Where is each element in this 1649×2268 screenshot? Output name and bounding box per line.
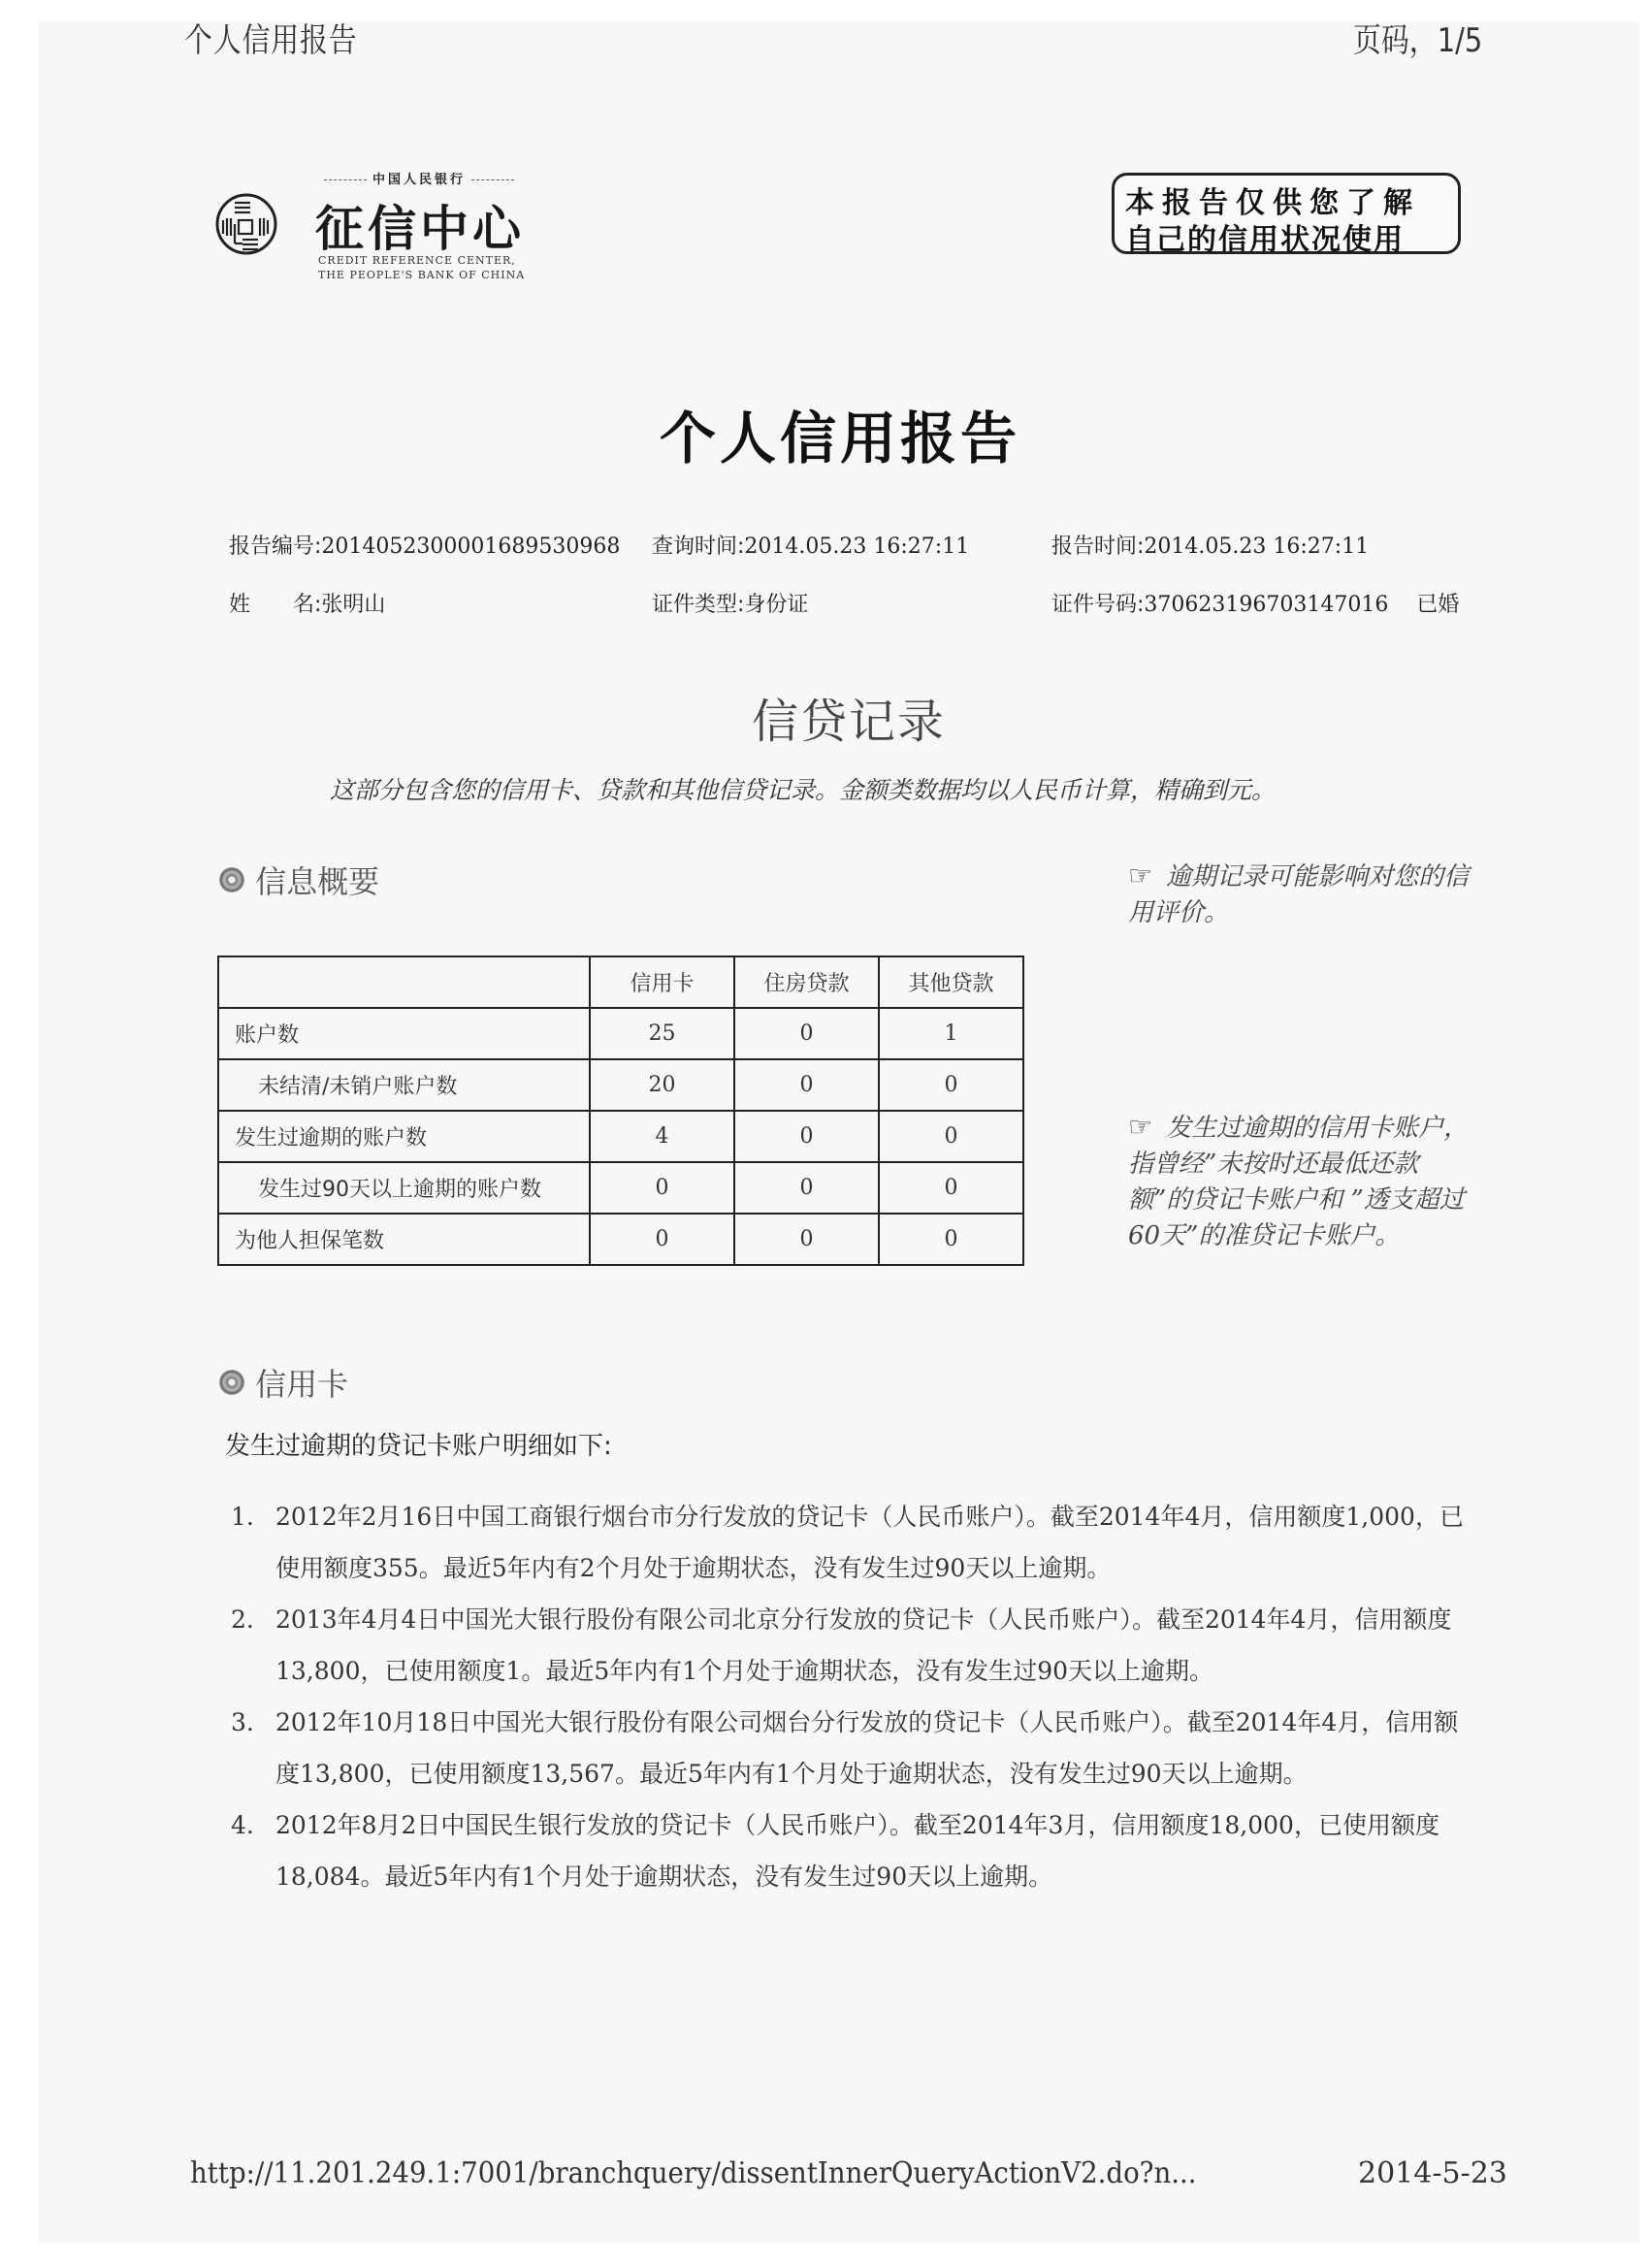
table-header-cell — [218, 956, 590, 1008]
report-time-label: 报告时间: — [1051, 535, 1145, 559]
pointing-hand-icon: ☞ — [1128, 859, 1153, 891]
table-cell: 0 — [879, 1162, 1023, 1214]
name-label: 姓 名: — [229, 593, 322, 617]
table-cell: 20 — [590, 1059, 734, 1111]
id-number — [1051, 588, 1459, 618]
id-type — [652, 588, 808, 618]
item-number: 2. — [231, 1605, 254, 1634]
table-row — [218, 1059, 1023, 1111]
id-type-label: 证件类型: — [652, 593, 745, 617]
logo-main-text: 征信中心 — [315, 201, 525, 257]
table-cell: 0 — [734, 1008, 879, 1059]
item-text: 2013年4月4日中国光大银行股份有限公司北京分行发放的贷记卡（人民币账户）。截至2014年4月，信用额度13,800，已使用额度1。最近5年内有1个月处于逾期状态，没有发生过90天以上逾期。 — [275, 1605, 1452, 1685]
table-header-cell: 住房贷款 — [734, 956, 879, 1008]
logo-english-line1: CREDIT REFERENCE CENTER, — [318, 254, 516, 267]
item-number: 1. — [231, 1503, 254, 1531]
section-title-credit-records: 信贷记录 — [752, 695, 947, 749]
list-item — [225, 1697, 1476, 1799]
table-cell: 4 — [590, 1111, 734, 1162]
table-cell: 0 — [879, 1059, 1023, 1111]
list-item — [225, 1594, 1476, 1697]
report-number — [229, 530, 620, 560]
name-value: 张明山 — [321, 593, 386, 617]
marital-status: 已婚 — [1416, 593, 1460, 617]
credit-card-heading — [219, 1360, 348, 1405]
section-bullet-icon — [219, 867, 244, 892]
disclaimer-line1: 本报告仅供您了解 — [1125, 186, 1420, 220]
credit-center-emblem-icon — [215, 189, 277, 259]
table-cell: 1 — [879, 1008, 1023, 1059]
query-time — [652, 530, 969, 560]
row-label: 发生过逾期的账户数 — [218, 1111, 590, 1162]
note-overdue-definition — [1128, 1109, 1477, 1254]
row-label: 未结清/未销户账户数 — [218, 1059, 590, 1111]
pointing-hand-icon: ☞ — [1128, 1111, 1153, 1143]
overdue-accounts-list — [225, 1491, 1476, 1902]
table-header-cell: 信用卡 — [590, 956, 734, 1008]
note-overdue-impact-text: 逾期记录可能影响对您的信用评价。 — [1128, 862, 1470, 927]
table-cell: 0 — [590, 1162, 734, 1214]
table-header-cell: 其他贷款 — [879, 956, 1023, 1008]
note-overdue-definition-text: 发生过逾期的信用卡账户，指曾经”未按时还最低还款额”的贷记卡账户和 ”透支超过60天”的准贷记卡账户。 — [1128, 1114, 1470, 1250]
summary-table — [217, 956, 1024, 1266]
report-time — [1051, 530, 1369, 560]
logo-top-text: 中国人民银行 — [318, 169, 520, 187]
overdue-accounts-intro: 发生过逾期的贷记卡账户明细如下: — [225, 1432, 612, 1461]
person-name — [229, 588, 385, 618]
table-cell: 0 — [734, 1214, 879, 1265]
summary-heading — [219, 858, 379, 902]
table-cell: 0 — [879, 1111, 1023, 1162]
item-text: 2012年8月2日中国民生银行发放的贷记卡（人民币账户）。截至2014年3月，信用额度18,000，已使用额度18,084。最近5年内有1个月处于逾期状态，没有发生过90天以上逾期。 — [275, 1811, 1439, 1891]
report-number-label: 报告编号: — [229, 535, 322, 559]
list-item — [225, 1491, 1476, 1594]
table-cell: 25 — [590, 1008, 734, 1059]
id-number-value: 370623196703147016 — [1144, 593, 1389, 617]
page-number: 页码，1/5 — [1353, 21, 1483, 60]
row-label: 账户数 — [218, 1008, 590, 1059]
table-cell: 0 — [734, 1162, 879, 1214]
table-row — [218, 1008, 1023, 1059]
id-type-value: 身份证 — [744, 593, 809, 617]
item-text: 2012年2月16日中国工商银行烟台市分行发放的贷记卡（人民币账户）。截至2014年4月，信用额度1,000，已使用额度355。最近5年内有2个月处于逾期状态，没有发生过90天以上逾期。 — [275, 1503, 1464, 1582]
table-cell: 0 — [734, 1059, 879, 1111]
table-cell: 0 — [879, 1214, 1023, 1265]
logo-english-line2: THE PEOPLE'S BANK OF CHINA — [318, 269, 526, 281]
list-item — [225, 1799, 1476, 1902]
disclaimer-line2: 自己的信用状况使用 — [1125, 223, 1405, 257]
footer-date: 2014-5-23 — [1358, 2156, 1507, 2190]
item-text: 2012年10月18日中国光大银行股份有限公司烟台分行发放的贷记卡（人民币账户）。截至2014年4月，信用额度13,800，已使用额度13,567。最近5年内有1个月处于逾期状态，没有发生过90天以上逾期。 — [275, 1708, 1459, 1788]
item-number: 4. — [231, 1811, 254, 1839]
credit-card-heading-text: 信用卡 — [255, 1366, 349, 1403]
section-description: 这部分包含您的信用卡、贷款和其他信贷记录。金额类数据均以人民币计算，精确到元。 — [330, 776, 1277, 804]
table-row — [218, 1214, 1023, 1265]
section-bullet-icon — [219, 1370, 244, 1395]
query-time-label: 查询时间: — [652, 535, 745, 559]
page-header-title: 个人信用报告 — [184, 21, 358, 60]
summary-heading-text: 信息概要 — [255, 863, 380, 900]
table-cell: 0 — [590, 1214, 734, 1265]
table-row — [218, 1111, 1023, 1162]
table-row — [218, 1162, 1023, 1214]
id-number-label: 证件号码: — [1051, 593, 1145, 617]
table-cell: 0 — [734, 1111, 879, 1162]
report-title: 个人信用报告 — [660, 405, 1021, 471]
item-number: 3. — [231, 1708, 254, 1736]
report-number-value: 2014052300001689530968 — [321, 535, 621, 559]
table-header-row — [218, 956, 1023, 1008]
row-label: 为他人担保笔数 — [218, 1214, 590, 1265]
footer-url: http://11.201.249.1:7001/branchquery/dissentInnerQueryActionV2.do?n... — [190, 2156, 1197, 2190]
query-time-value: 2014.05.23 16:27:11 — [744, 535, 970, 559]
note-overdue-impact — [1128, 858, 1477, 931]
row-label: 发生过90天以上逾期的账户数 — [218, 1162, 590, 1214]
report-time-value: 2014.05.23 16:27:11 — [1144, 535, 1370, 559]
